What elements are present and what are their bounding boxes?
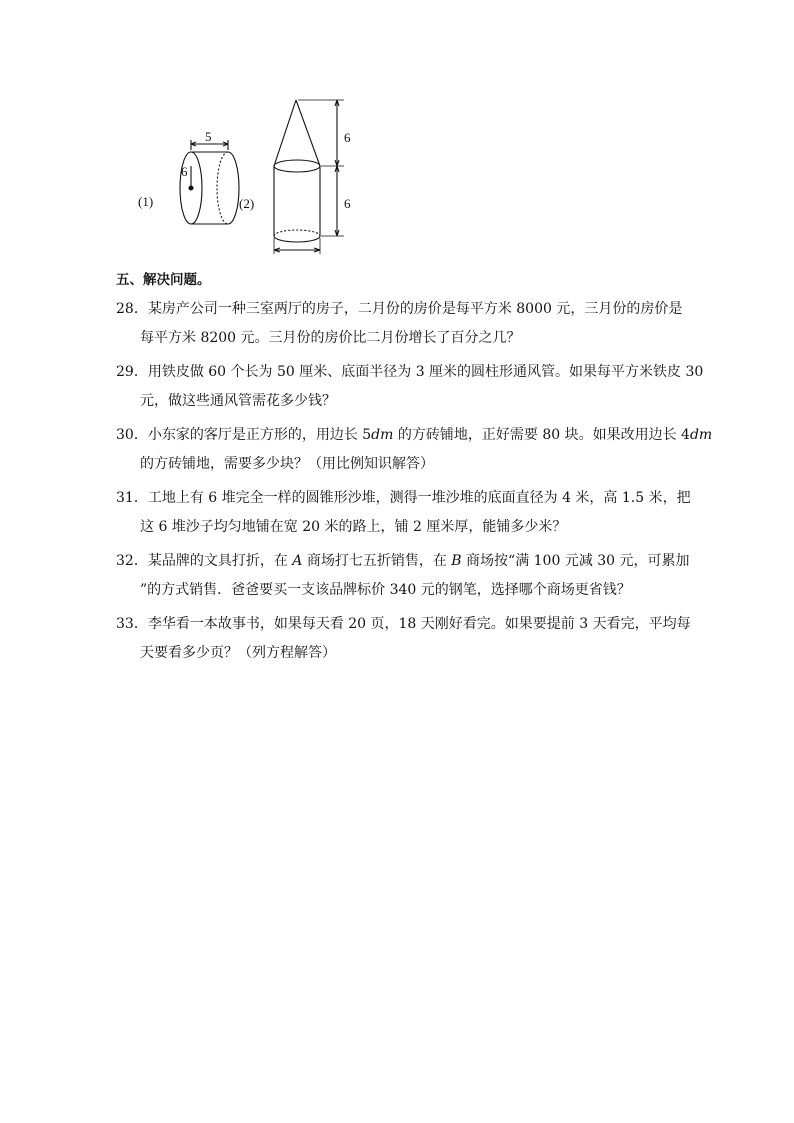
question-28-line-2: 每平方米 8200 元。三月份的房价比二月份增长了百分之几？ [140,330,521,346]
width-label: 5 [205,129,212,144]
question-30 [116,421,713,479]
question-32-line-1: 32．某品牌的文具打折，在 A 商场打七五折销售，在 B 商场按“满 100 元减 30 元，可累加 [116,553,690,569]
cone-left-edge [274,100,296,166]
cone-height-label: 6 [344,130,351,145]
cylinder-1-right-face-back [217,152,228,224]
question-31 [116,484,691,542]
question-28-line-1: 28．某房产公司一种三室两厅的房子，二月份的房价是每平方米 8000 元，三月份的房价是 [116,301,683,317]
radius-label: 6 [181,164,188,179]
question-29-line-1: 29．用铁皮做 60 个长为 50 厘米、底面半径为 3 厘米的圆柱形通风管。如果每平方米铁皮 30 [116,364,704,380]
cylinder-2-bottom-back [274,230,320,236]
cylinder-1 [180,140,239,224]
question-33 [116,610,691,668]
question-31-line-2: 这 6 堆沙子均匀地铺在宽 20 米的路上，铺 2 厘米厚，能铺多少米？ [140,519,567,535]
question-30-line-2: 的方砖铺地，需要多少块？（用比例知识解答） [140,456,434,472]
question-29-line-2: 元，做这些通风管需花多少钱？ [140,393,336,409]
question-33-line-2: 天要看多少页？（列方程解答） [140,645,336,661]
question-32-line-2: ”的方式销售．爸爸要买一支该品牌标价 340 元的钢笔，选择哪个商场更省钱？ [140,582,631,598]
question-31-line-1: 31．工地上有 6 堆完全一样的圆锥形沙堆，测得一堆沙堆的底面直径为 4 米，高 1.5 米，把 [116,490,691,506]
section-title: 五、解决问题。 [116,272,211,288]
figure-label-2: (2) [239,196,255,211]
cylinder-height-label: 6 [344,196,351,211]
question-30-line-1: 30．小东家的客厅是正方形的，用边长 5dm 的方砖铺地，正好需要 80 块。如果改用边长 4dm [116,427,713,443]
question-32 [116,547,690,605]
cone-right-edge [296,100,320,166]
cone-on-cylinder [274,100,344,254]
cylinder-2-bottom-front [274,236,320,242]
question-33-line-1: 33．李华看一本故事书，如果每天看 20 页，18 天刚好看完。如果要提前 3 天看完，平均每 [116,616,691,632]
question-29 [116,358,704,416]
question-28 [116,295,686,353]
center-dot [189,186,193,190]
cone-base [274,160,320,172]
figure-label-1: (1) [138,194,154,209]
geometry-figure [132,96,362,264]
cylinder-1-right-face-front [228,152,239,224]
